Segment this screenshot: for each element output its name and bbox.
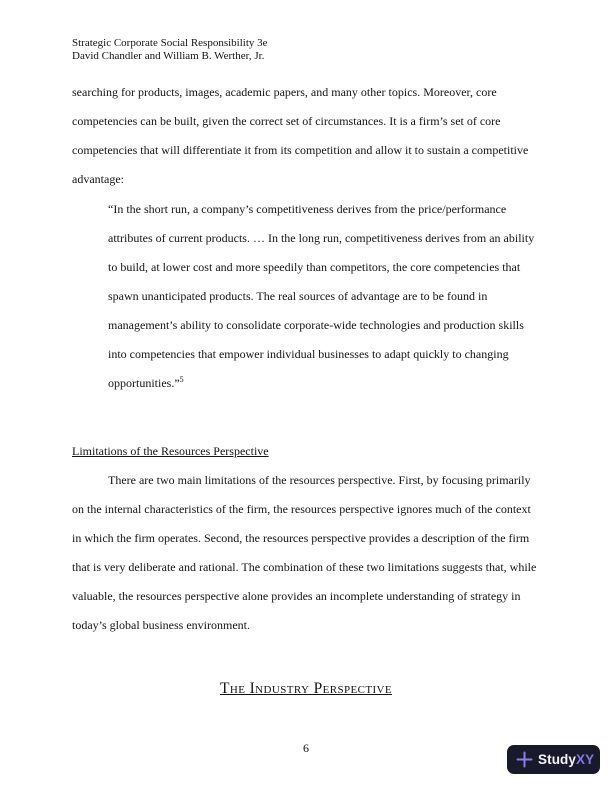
header-book-title: Strategic Corporate Social Responsibility 3e	[72, 37, 268, 49]
text-line: valuable, the resources perspective alone provides an incomplete understanding of strategy in	[72, 589, 521, 603]
text-line: spawn unanticipated products. The real sources of advantage are to be found in	[108, 289, 488, 303]
footnote-marker: 5	[179, 375, 184, 384]
text-line: management’s ability to consolidate corporate-wide technologies and production skills	[108, 318, 524, 332]
text-line: on the internal characteristics of the firm, the resources perspective ignores much of the context	[72, 502, 531, 516]
text-line: competencies can be built, given the correct set of circumstances. It is a firm’s set of core	[72, 114, 501, 128]
text-line: competencies that will differentiate it from its competition and allow it to sustain a competitive	[72, 143, 529, 157]
text-line: that is very deliberate and rational. The combination of these two limitations suggests that, while	[72, 560, 537, 574]
text-line: in which the firm operates. Second, the resources perspective provides a description of the firm	[72, 531, 530, 545]
text-line: today’s global business environment.	[72, 618, 250, 632]
chapter-heading-industry-perspective: The Industry Perspective	[220, 680, 392, 697]
page-number: 6	[303, 741, 309, 755]
running-header	[72, 37, 268, 63]
text-line: advantage:	[72, 172, 124, 186]
text-line: searching for products, images, academic papers, and many other topics. Moreover, core	[72, 85, 497, 99]
logo-text-xy: XY	[576, 752, 595, 767]
quote-last-text: opportunities.”	[108, 376, 180, 390]
plus-icon	[516, 751, 533, 768]
section-heading-limitations: Limitations of the Resources Perspective	[72, 444, 269, 458]
logo-wordmark	[538, 752, 594, 767]
text-line	[108, 369, 534, 398]
text-line: attributes of current products. … In the long run, competitiveness derives from an ability	[108, 231, 535, 245]
text-line: There are two main limitations of the resources perspective. First, by focusing primarily	[108, 473, 531, 487]
text-line: “In the short run, a company’s competitiveness derives from the price/performance	[108, 202, 507, 216]
paragraph-limitations	[72, 466, 536, 640]
text-line: to build, at lower cost and more speedily than competitors, the core competencies that	[108, 260, 521, 274]
paragraph-core-competencies	[72, 78, 528, 194]
logo-text-study: Study	[538, 752, 577, 767]
block-quote	[108, 195, 534, 398]
header-authors: David Chandler and William B. Werther, Jr.	[72, 50, 265, 62]
studyxy-logo	[507, 745, 600, 774]
text-line: into competencies that empower individual businesses to adapt quickly to changing	[108, 347, 509, 361]
